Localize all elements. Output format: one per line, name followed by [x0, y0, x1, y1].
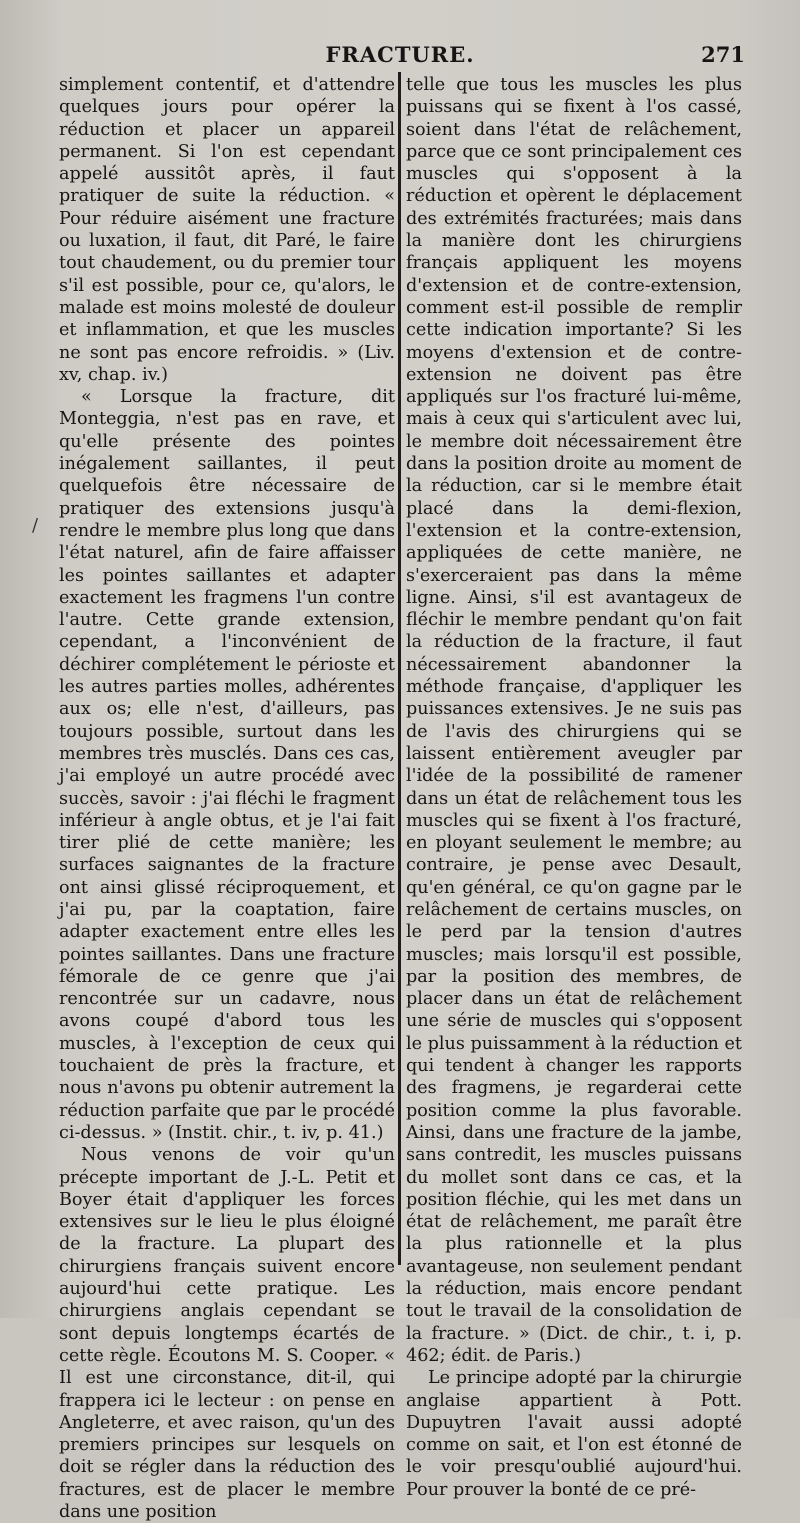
paragraph: Le principe adopté par la chirurgie anglaise appartient à Pott. Dupuytren l'avait aussi adopté comme on sait, et l'on est étonné de le voir presqu'oublié aujourd'hui. Pour prouver la bonté de ce pré-: [406, 1368, 742, 1500]
paragraph: Nous venons de voir qu'un précepte important de J.-L. Petit et Boyer était d'appliquer les forces extensives sur le lieu le plus éloigné de la fracture. La plupart des chirurgiens français suivent encore aujourd'hui cette pratique. Les chirurgiens anglais cependant se sont depuis longtemps écartés de cette règle. Écoutons M. S. Cooper. « Il est une circonstance, dit-il, qui frappera ici le lecteur : on pense en Angleterre, et avec raison, qu'un des premiers principes sur lesquels on doit se régler dans la réduction des fractures, est de placer le membre dans une position: [59, 1145, 395, 1522]
paragraph: telle que tous les muscles les plus puissans qui se fixent à l'os cassé, soient dans l'état de relâchement, parce que ce sont principalement ces muscles qui s'opposent à la réduction et opèrent le déplacement des extrémités fracturées; mais dans la manière dont les chirurgiens français appliquent les moyens d'extension et de contre-extension, comment est-il possible de remplir cette indication importante? Si les moyens d'extension et de contre-extension ne doivent pas être appliqués sur l'os fracturé lui-même, mais à ceux qui s'articulent avec lui, le membre doit nécessairement être dans la position droite au moment de la réduction, car si le membre était placé dans la demi-flexion, l'extension et la contre-extension, appliquées de cette manière, ne s'exerceraient pas dans la même ligne. Ainsi, s'il est avantageux de fléchir le membre pendant qu'on fait la réduction de la fracture, il faut nécessairement abandonner la méthode française, d'appliquer les puissances extensives. Je ne suis pas de l'avis des chirurgiens qui se laissent entièrement aveugler par l'idée de la possibilité de ramener dans un état de relâchement tous les muscles qui se fixent à l'os fracturé, en ployant seulement le membre; au contraire, je pense avec Desault, qu'en général, ce qu'on gagne par le relâchement de certains muscles, on le perd par la tension d'autres muscles; mais lorsqu'il est possible, par la position des membres, de placer dans un état de relâchement une série de muscles qui s'opposent le plus puissamment à la réduction et qui tendent à changer les rapports des fragmens, je regarderai cette position comme la plus favorable. Ainsi, dans une fracture de la jambe, sans contredit, les muscles puissans du mollet sont dans ce cas, et la position fléchie, qui les met dans un état de relâchement, me paraît être la plus rationnelle et la plus avantageuse, non seulement pendant la réduction, mais encore pendant tout le travail de la consolidation de la fracture. » (Dict. de chir., t. i, p. 462; édit. de Paris.): [406, 75, 742, 1366]
right-column: [406, 74, 742, 1501]
left-column: [59, 74, 395, 1523]
column-divider: [398, 72, 401, 1265]
page-header: [55, 42, 745, 72]
paragraph: simplement contentif, et d'attendre quelques jours pour opérer la réduction et placer un appareil permanent. Si l'on est cependant appelé aussitôt après, il faut pratiquer de suite la réduction. « Pour réduire aisément une fracture ou luxation, il faut, dit Paré, le faire tout chaudement, ou du premier tour s'il est possible, pour ce, qu'alors, le malade est moins molesté de douleur et inflammation, et que les muscles ne sont pas encore refroidis. » (Liv. xv, chap. iv.): [59, 75, 395, 385]
paragraph: « Lorsque la fracture, dit Monteggia, n'est pas en rave, et qu'elle présente des pointes inégalement saillantes, il peut quelquefois être nécessaire de pratiquer des extensions jusqu'à rendre le membre plus long que dans l'état naturel, afin de faire affaisser les pointes saillantes et adapter exactement les fragmens l'un contre l'autre. Cette grande extension, cependant, a l'inconvénient de déchirer complétement le périoste et les autres parties molles, adhérentes aux os; elle n'est, d'ailleurs, pas toujours possible, surtout dans les membres très musclés. Dans ces cas, j'ai employé un autre procédé avec succès, savoir : j'ai fléchi le fragment inférieur à angle obtus, et je l'ai fait tirer plié de cette manière; les surfaces saignantes de la fracture ont ainsi glissé réciproquement, et j'ai pu, par la coaptation, faire adapter exactement entre elles les pointes saillantes. Dans une fracture fémorale de ce genre que j'ai rencontrée sur un cadavre, nous avons coupé d'abord tous les muscles, à l'exception de ceux qui touchaient de près la fracture, et nous n'avons pu obtenir autrement la réduction parfaite que par le procédé ci-dessus. » (Instit. chir., t. iv, p. 41.): [59, 387, 395, 1143]
running-title: FRACTURE.: [325, 42, 475, 67]
page-number: 271: [701, 42, 745, 67]
margin-mark: /: [32, 515, 39, 536]
